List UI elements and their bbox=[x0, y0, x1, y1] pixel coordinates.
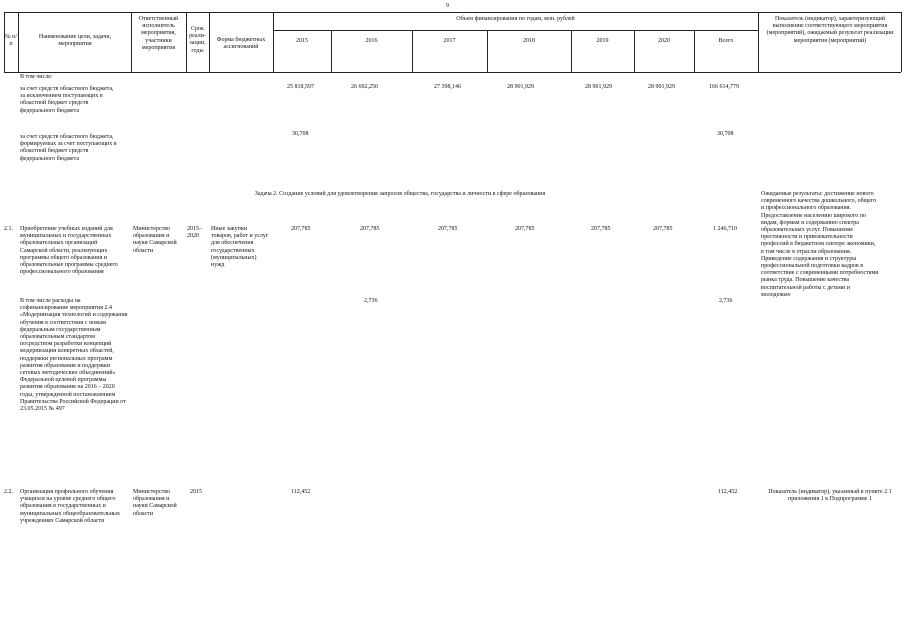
regional-2020: 28 901,929 bbox=[648, 84, 675, 90]
row-2-2-num: 2.2. bbox=[4, 489, 13, 495]
col-border-4 bbox=[209, 12, 210, 72]
incl-label: В том числе: bbox=[20, 74, 53, 80]
row-2-2-total: 112,452 bbox=[718, 489, 738, 495]
regional-total: 166 614,779 bbox=[709, 84, 739, 90]
row-2-1-2016: 207,785 bbox=[360, 226, 380, 232]
row-2-1-term: 2015–2020 bbox=[187, 226, 202, 240]
col-border-indicator bbox=[758, 12, 759, 72]
col-border-total bbox=[694, 30, 695, 72]
row-2-1-form: Иные закупки товаров, работ и услуг для обеспечения государственных (муниципальных) нужд bbox=[211, 226, 269, 269]
regional-2018: 28 901,929 bbox=[507, 84, 534, 90]
row-2-2-2015: 112,452 bbox=[291, 489, 311, 495]
row-2-1-2020: 207,785 bbox=[653, 226, 673, 232]
federal-label: за счет средств областного бюджета, формируемых за счет поступающих в областной бюджет средств федерального бюджета bbox=[20, 134, 117, 162]
row-2-1-sub-2016: 2,736 bbox=[364, 298, 378, 304]
row-2-1-2017: 207,785 bbox=[438, 226, 458, 232]
row-2-1-total: 1 246,710 bbox=[713, 226, 737, 232]
col-border-2020 bbox=[634, 30, 635, 72]
col-border-2017 bbox=[412, 30, 413, 72]
regional-2017: 27 398,146 bbox=[434, 84, 461, 90]
header-year-2015: 2015 bbox=[296, 38, 308, 44]
row-2-1-name: Приобретение учебных изданий для муниципальных и государственных образовательных организаций Самарской области, реализующих программы общего образования и образовательные программы среднего профессионального образования bbox=[20, 226, 118, 276]
header-term: Срок реали-зации, годы bbox=[189, 26, 206, 54]
row-2-2-executor: Министерство образования и науки Самарской области bbox=[133, 489, 177, 517]
header-num: № п/п bbox=[4, 34, 18, 48]
regional-2019: 28 901,929 bbox=[585, 84, 612, 90]
row-2-1-sub-total: 2,736 bbox=[719, 298, 733, 304]
row-2-1-2018: 207,785 bbox=[515, 226, 535, 232]
header-year-2017: 2017 bbox=[443, 38, 456, 44]
col-border-right bbox=[901, 12, 902, 72]
header-executor: Ответственный исполнитель мероприятия, участники мероприятия bbox=[138, 16, 179, 51]
task2-expected-results: Ожидаемые результаты: достижение нового современного качества дошкольного, общего и профессионального образования. Предоставление населению широкого по видам, формам и содержанию спектра образовательных услуг. Повышение престижности и привлекательности профессий в бюджетном секторе экономики, в том числе в отрасли образования. Приведение содержания и структуры профессиональной подготовки кадров в соответствие с современными потребностями рынка труда. Повышение качества воспитательной работы с детьми и молодежью bbox=[761, 191, 879, 298]
task2-title: Задача 2. Создание условий для удовлетворения запросов общества, государства и личности в сфере образования bbox=[254, 191, 546, 197]
row-2-1-executor: Министерство образования и науки Самарской области bbox=[133, 226, 177, 254]
row-2-1-num: 2.1. bbox=[4, 226, 13, 232]
row-2-2-indicator: Показатель (индикатор), указанный в пункте 2.1 приложения 1 к Подпрограмме 1 bbox=[768, 489, 892, 503]
table-top-border bbox=[4, 12, 901, 13]
header-year-2016: 2016 bbox=[365, 38, 378, 44]
header-bottom-border bbox=[4, 72, 901, 73]
row-2-1-2015: 207,785 bbox=[291, 226, 311, 232]
header-year-2019: 2019 bbox=[596, 38, 609, 44]
col-border-2 bbox=[131, 12, 132, 72]
federal-2015: 30,708 bbox=[292, 131, 309, 137]
regional-label: за счет средств областного бюджета, за исключением поступающих в областной бюджет средств федерального бюджета bbox=[20, 86, 114, 114]
header-finance-group: Объем финансирования по годам, млн. рублей bbox=[456, 16, 575, 22]
header-year-total: Всего bbox=[718, 38, 734, 44]
page-number: 9 bbox=[446, 3, 449, 9]
row-2-2-term: 2015 bbox=[190, 489, 202, 495]
col-border-2016 bbox=[331, 30, 332, 72]
regional-2016: 26 692,250 bbox=[351, 84, 378, 90]
year-header-divider bbox=[273, 30, 758, 31]
col-border-2018 bbox=[487, 30, 488, 72]
row-2-1-sub-name: В том числе расходы на софинансирование мероприятия 2.4 «Модернизация технологий и содержания обучения в соответствии с новым федеральным государственным образовательным стандартом посредством разработки концепций модернизации конкретных областей, поддержки региональных программ развития образования и поддержки сетевых методических объединений» Федеральной целевой программы развития образования на 2016 – 2020 годы, утвержденной постановлением Правительства Российской Федерации от 23.05.2015 № 497 bbox=[20, 298, 128, 413]
col-border-1 bbox=[18, 12, 19, 72]
header-indicator: Показатель (индикатор), характеризующий выполнение соответствующего мероприятия (мероприятий), ожидаемый результат реализации мероприятия (мероприятий) bbox=[766, 16, 894, 44]
regional-2015: 25 818,597 bbox=[287, 84, 314, 90]
header-form: Форма бюджетных ассигнований bbox=[216, 37, 266, 51]
federal-total: 30,708 bbox=[717, 131, 734, 137]
row-2-2-name: Организация профильного обучения учащихся на уровне среднего общего образования в государственных и муниципальных общеобразовательных учреждениях Самарской области bbox=[20, 489, 120, 524]
row-2-1-2019: 207,785 bbox=[591, 226, 611, 232]
col-border-2019 bbox=[571, 30, 572, 72]
header-name: Наименование цели, задачи, мероприятия bbox=[38, 34, 112, 48]
header-year-2018: 2018 bbox=[523, 38, 535, 44]
header-year-2020: 2020 bbox=[658, 38, 670, 44]
